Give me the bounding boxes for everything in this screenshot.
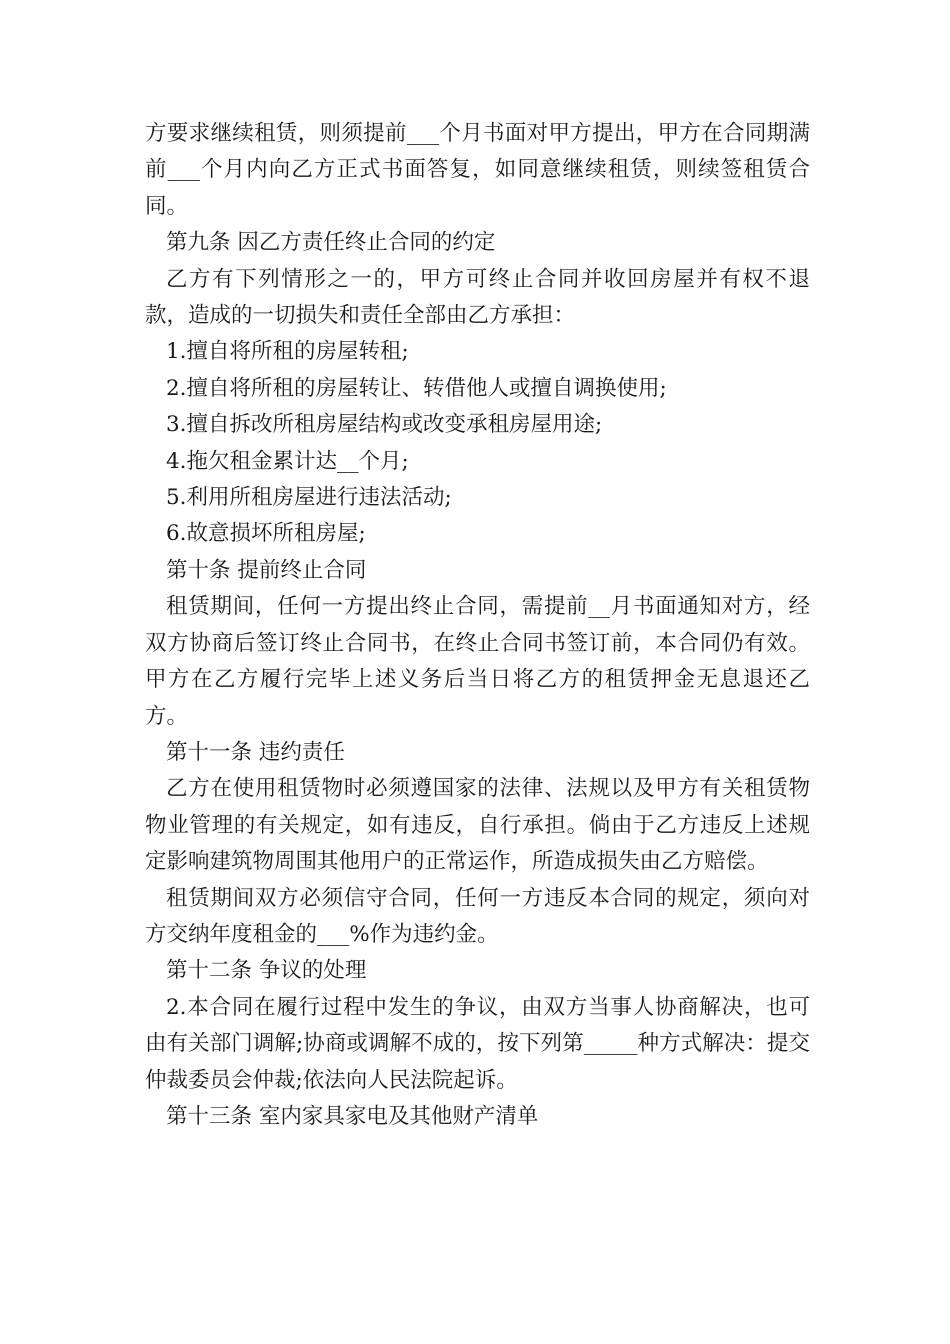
list-item-2: 2.擅自将所租的房屋转让、转借他人或擅自调换使用; [166,375,667,401]
heading-article-12: 第十二条 争议的处理 [166,958,367,984]
paragraph-liability: 乙方在使用租赁物时必须遵国家的法律、法规以及甲方有关租赁物物业管理的有关规定，如有违反，自行承担。倘由于乙方违反上述规定影响建筑物周围其他用户的正常运作，所造成损失由乙方赔偿。 [145,776,810,875]
list-item-3: 3.擅自拆改所租房屋结构或改变承租房屋用途; [166,412,603,438]
paragraph-dispute-resolution: 2.本合同在履行过程中发生的争议，由双方当事人协商解决，也可由有关部门调解;协商或调解不成的，按下列第_____种方式解决：提交仲裁委员会仲裁;依法向人民法院起诉。 [145,994,810,1093]
paragraph-early-termination: 租赁期间，任何一方提出终止合同，需提前__月书面通知对方，经双方协商后签订终止合同书，在终止合同书签订前，本合同仍有效。甲方在乙方履行完毕上述义务后当日将乙方的租赁押金无息退还乙方。 [145,594,810,729]
list-item-6: 6.故意损坏所租房屋; [166,521,366,547]
paragraph-termination-conditions: 乙方有下列情形之一的，甲方可终止合同并收回房屋并有权不退款，造成的一切损失和责任全部由乙方承担： [145,266,810,329]
paragraph-penalty: 租赁期间双方必须信守合同，任何一方违反本合同的规定，须向对方交纳年度租金的___%作为违约金。 [145,885,810,947]
heading-article-13: 第十三条 室内家具家电及其他财产清单 [166,1103,539,1129]
paragraph-renewal-continuation: 方要求继续租赁，则须提前___个月书面对甲方提出，甲方在合同期满前___个月内向乙方正式书面答复，如同意继续租赁，则续签租赁合同。 [145,121,810,219]
heading-article-11: 第十一条 违约责任 [166,739,345,765]
list-item-5: 5.利用所租房屋进行违法活动; [166,485,452,511]
list-item-4: 4.拖欠租金累计达__个月; [166,448,409,474]
list-item-1: 1.擅自将所租的房屋转租; [166,339,409,365]
document-body [145,116,810,1135]
heading-article-9: 第九条 因乙方责任终止合同的约定 [166,230,496,256]
heading-article-10: 第十条 提前终止合同 [166,557,367,583]
